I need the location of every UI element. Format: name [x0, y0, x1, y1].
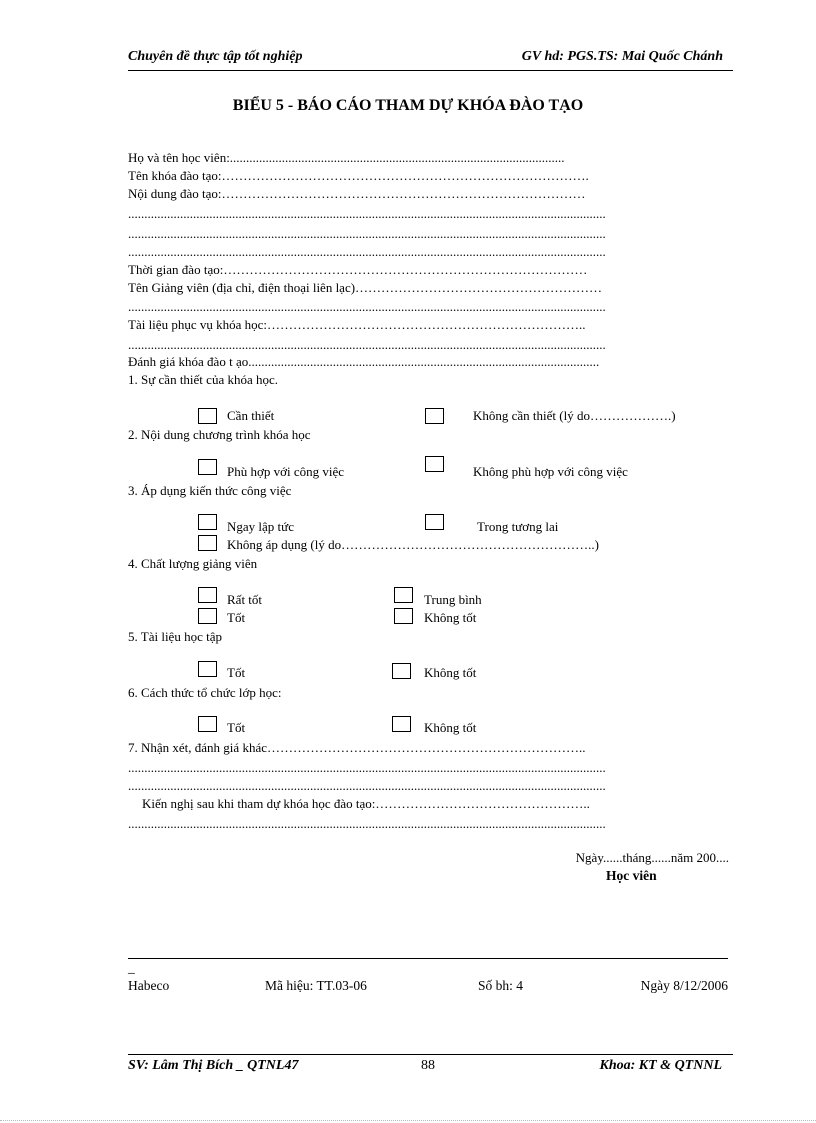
checkbox-q4-average[interactable]	[394, 587, 413, 603]
question-5-label: 5. Tài liệu học tập	[128, 629, 222, 644]
checkbox-q1-not-necessary[interactable]	[425, 408, 444, 424]
field-course-evaluation[interactable]: Đánh giá khóa đào t ạo............................................................................................................	[128, 354, 600, 369]
checkbox-q3-not-applied[interactable]	[198, 535, 217, 551]
blank-line[interactable]: ...................................................................................................................................................	[128, 244, 606, 259]
footer-rule	[128, 1054, 733, 1055]
option-label: Không cần thiết (lý do……………….)	[473, 408, 676, 423]
header-right: GV hd: PGS.TS: Mai Quốc Chánh	[521, 49, 723, 64]
field-training-time[interactable]: Thời gian đào tạo:…………………………………………………………………………	[128, 262, 588, 277]
option-label: Không tốt	[424, 665, 477, 680]
question-3-label: 3. Áp dụng kiến thức công việc	[128, 483, 292, 498]
form-footer-underscore: _	[128, 960, 135, 975]
checkbox-q1-necessary[interactable]	[198, 408, 217, 424]
option-label: Tốt	[227, 610, 246, 625]
option-label: Rất tốt	[227, 592, 263, 607]
option-label: Tốt	[227, 720, 246, 735]
blank-line[interactable]: ...................................................................................................................................................	[128, 226, 606, 241]
checkbox-q6-not-good[interactable]	[392, 716, 411, 732]
page-bottom-edge	[0, 1120, 816, 1121]
option-label: Trung bình	[424, 592, 482, 607]
form-footer-rule	[128, 958, 728, 959]
form-code: Mã hiệu: TT.03-06	[265, 978, 367, 993]
option-label: Ngay lập tức	[227, 519, 294, 534]
checkbox-q4-very-good[interactable]	[198, 587, 217, 603]
checkbox-q5-not-good[interactable]	[392, 663, 411, 679]
checkbox-q6-good[interactable]	[198, 716, 217, 732]
option-label: Không tốt	[424, 720, 477, 735]
blank-line[interactable]: ...................................................................................................................................................	[128, 337, 606, 352]
footer-student: SV: Lâm Thị Bích _ QTNL47	[128, 1058, 299, 1073]
checkbox-q3-future[interactable]	[425, 514, 444, 530]
checkbox-q2-not-suitable[interactable]	[425, 456, 444, 472]
option-label: Không tốt	[424, 610, 477, 625]
issue-number: Số bh: 4	[478, 978, 524, 993]
signature-date: Ngày......tháng......năm 200....	[575, 850, 729, 865]
option-label: Trong tương lai	[477, 519, 559, 534]
signature-role: Học viên	[606, 868, 657, 883]
question-1-label: 1. Sự cần thiết của khóa học.	[128, 372, 279, 387]
checkbox-q4-good[interactable]	[198, 608, 217, 624]
field-lecturer[interactable]: Tên Giảng viên (địa chỉ, điện thoại liên lạc)…………………………………………………	[128, 280, 603, 295]
field-full-name[interactable]: Họ và tên học viên:.......................................................................................................	[128, 150, 565, 165]
option-label: Không phù hợp với công việc	[473, 464, 628, 479]
option-label: Tốt	[227, 665, 246, 680]
blank-line[interactable]: ...................................................................................................................................................	[128, 299, 606, 314]
field-recommendations[interactable]: Kiến nghị sau khi tham dự khóa học đào tạo:…………………………………………..	[142, 796, 590, 811]
blank-line[interactable]: ...................................................................................................................................................	[128, 760, 606, 775]
checkbox-q4-not-good[interactable]	[394, 608, 413, 624]
option-label: Phù hợp với công việc	[227, 464, 345, 479]
footer-faculty: Khoa: KT & QTNNL	[599, 1058, 722, 1073]
blank-line[interactable]: ...................................................................................................................................................	[128, 816, 606, 831]
company-name: Habeco	[128, 978, 170, 993]
field-training-content[interactable]: Nội dung đào tạo:…………………………………………………………………………	[128, 186, 586, 201]
blank-line[interactable]: ...................................................................................................................................................	[128, 778, 606, 793]
form-title: BIỂU 5 - BÁO CÁO THAM DỰ KHÓA ĐÀO TẠO	[232, 97, 584, 114]
question-4-label: 4. Chất lượng giảng viên	[128, 556, 258, 571]
blank-line[interactable]: ...................................................................................................................................................	[128, 206, 606, 221]
question-7-label[interactable]: 7. Nhận xét, đánh giá khác………………………………………………………………..	[128, 740, 586, 755]
question-2-label: 2. Nội dung chương trình khóa học	[128, 427, 311, 442]
page-number: 88	[421, 1058, 435, 1073]
checkbox-q5-good[interactable]	[198, 661, 217, 677]
form-date: Ngày 8/12/2006	[640, 978, 728, 993]
option-label: Cần thiết	[227, 408, 275, 423]
checkbox-q2-suitable[interactable]	[198, 459, 217, 475]
header-left: Chuyên đề thực tập tốt nghiệp	[128, 49, 303, 64]
field-course-name[interactable]: Tên khóa đào tạo:………………………………………………………………………….	[128, 168, 589, 183]
question-6-label: 6. Cách thức tổ chức lớp học:	[128, 685, 282, 700]
header-rule	[128, 70, 733, 71]
field-course-materials[interactable]: Tài liệu phục vụ khóa học:………………………………………………………………..	[128, 317, 586, 332]
checkbox-q3-immediately[interactable]	[198, 514, 217, 530]
option-label: Không áp dụng (lý do…………………………………………………..)	[227, 537, 599, 552]
